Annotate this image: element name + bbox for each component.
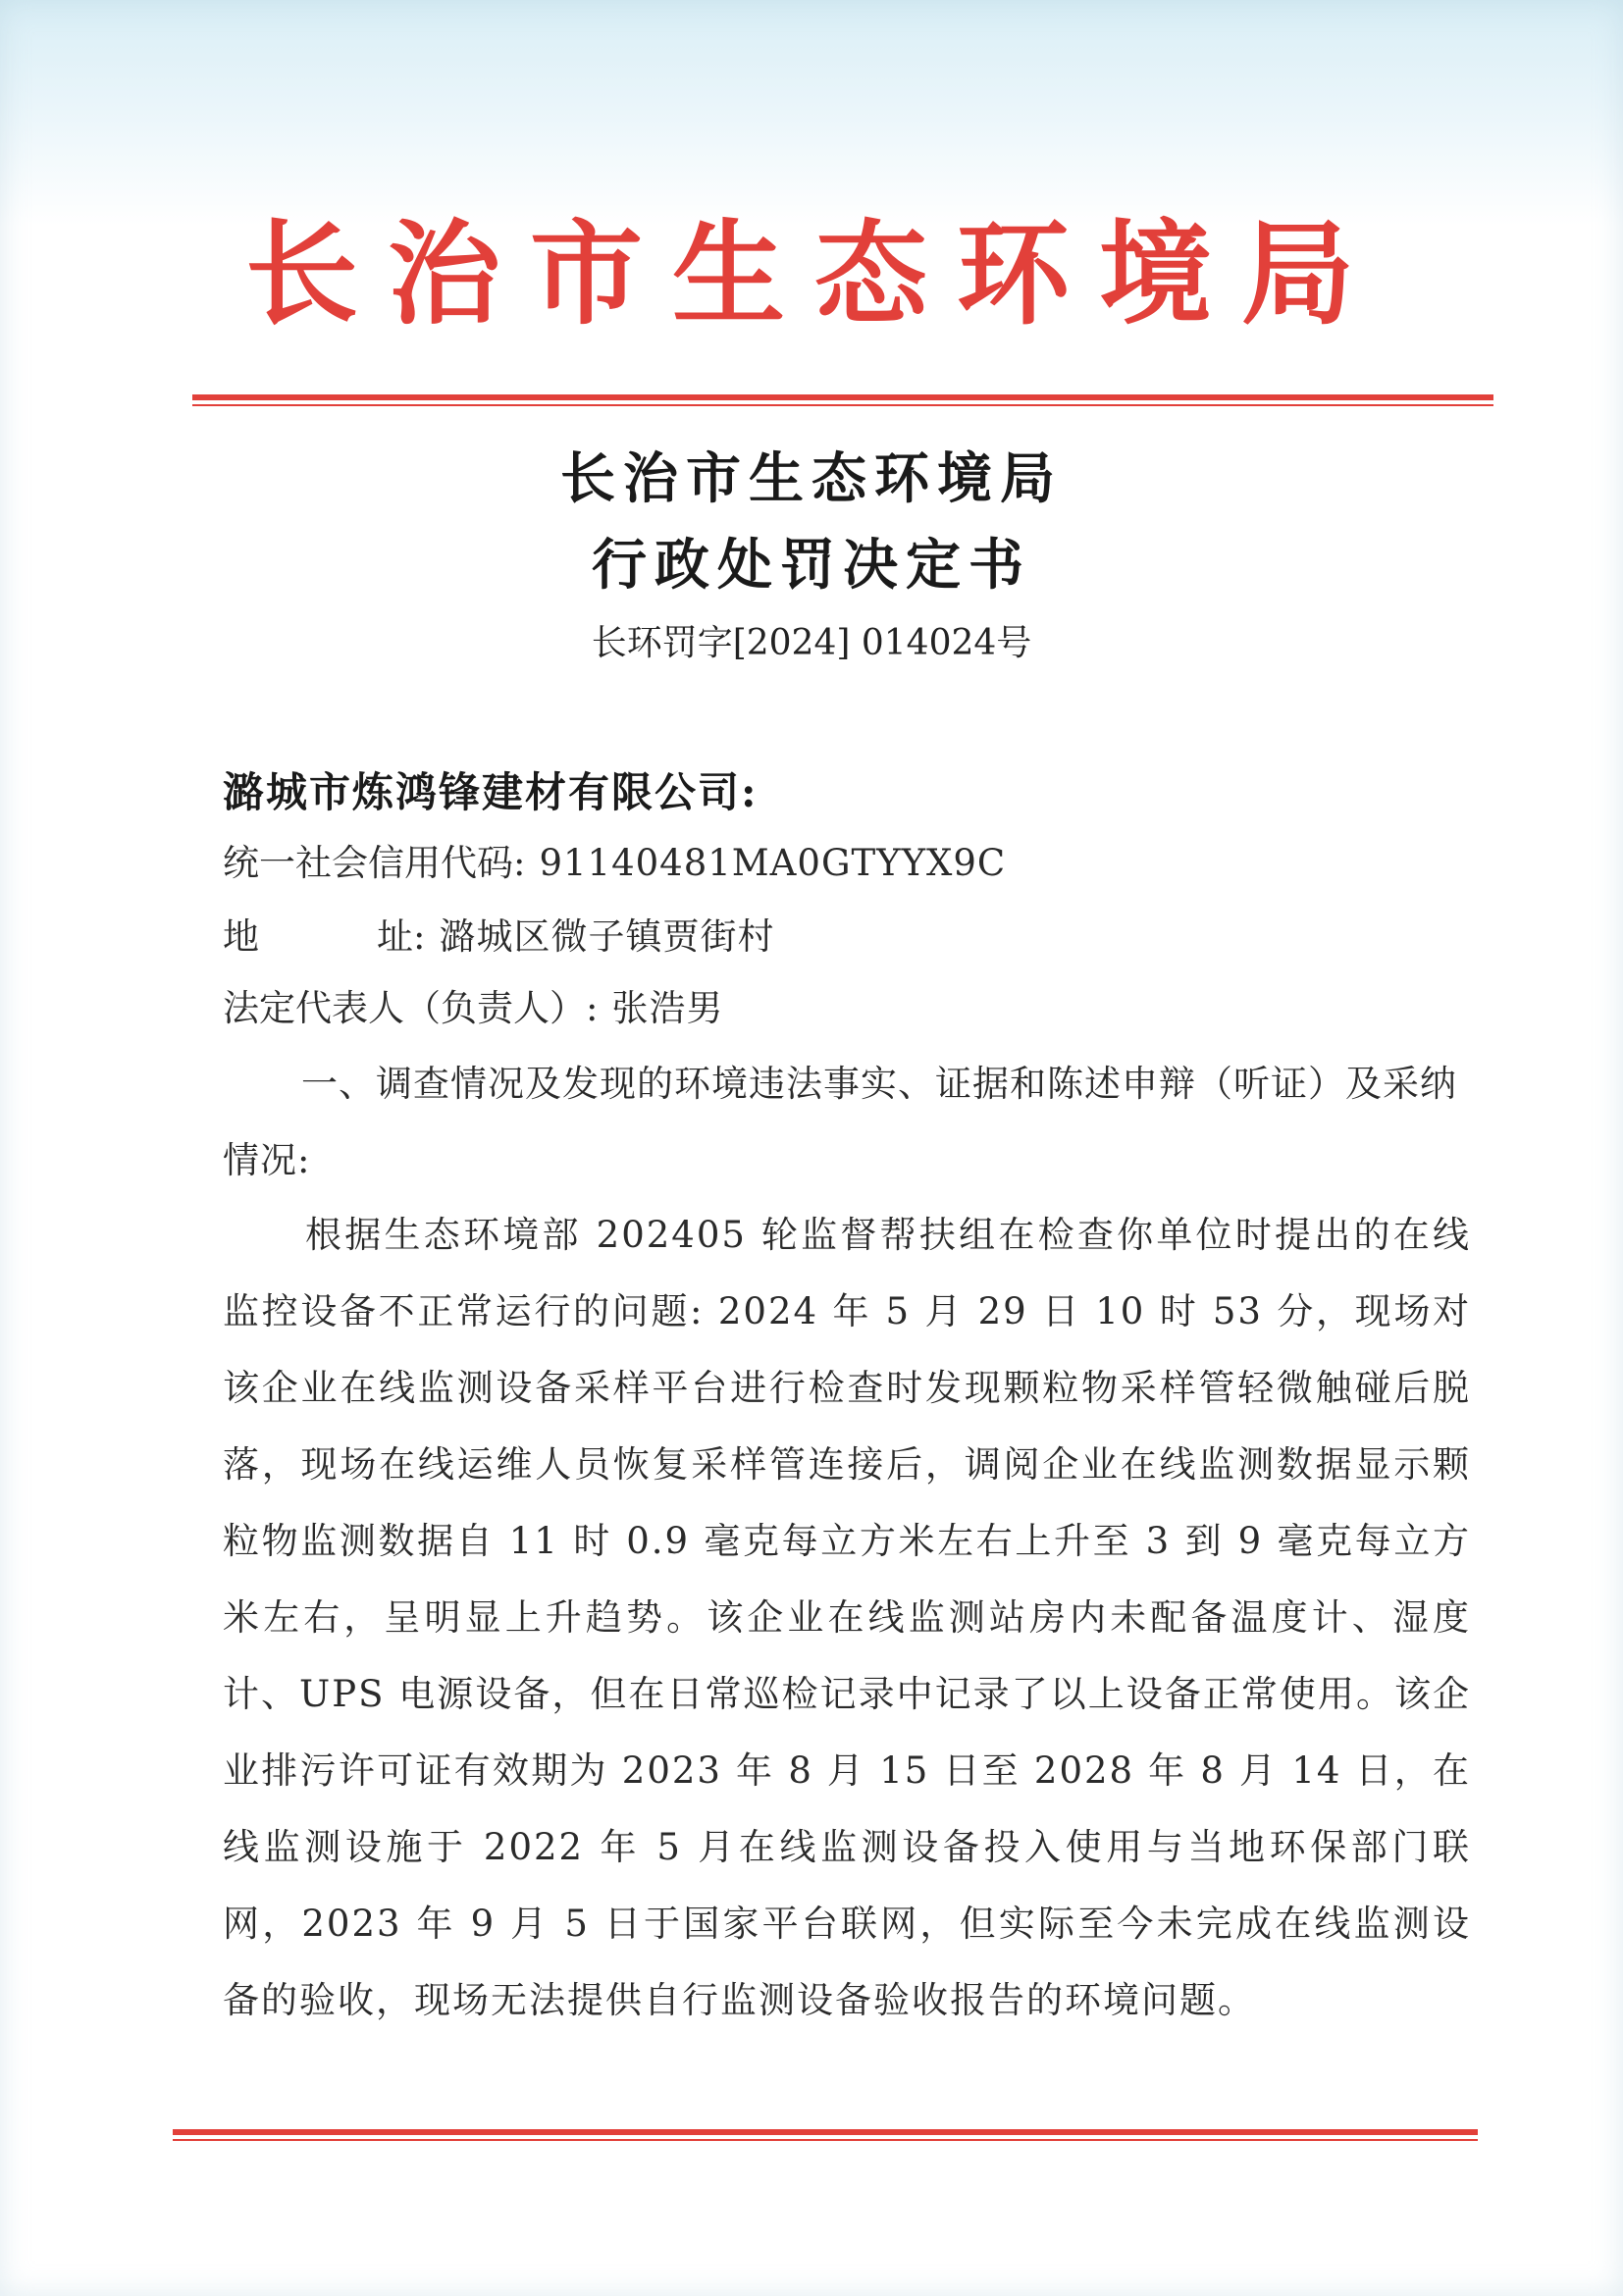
address-label-end: 址:	[377, 915, 426, 958]
credit-code-field	[223, 834, 1006, 893]
document-title-line1: 长治市生态环境局	[560, 446, 1063, 511]
legal-representative-value: 张浩男	[611, 987, 724, 1029]
bottom-red-divider	[173, 2129, 1478, 2143]
recipient-company: 潞城市炼鸿锋建材有限公司:	[223, 768, 759, 816]
credit-code-label: 统一社会信用代码:	[223, 842, 526, 884]
address-label-start: 地	[223, 915, 259, 958]
address-value: 潞城区微子镇贾街村	[439, 915, 775, 958]
bottom-divider-thick-line	[173, 2129, 1478, 2135]
bottom-divider-thin-line	[173, 2139, 1478, 2141]
document-number: 长环罚字[2024] 014024号	[591, 623, 1032, 663]
address-label	[223, 908, 425, 966]
document-title-line2: 行政处罚决定书	[592, 533, 1031, 598]
scan-background-tint	[0, 0, 1623, 226]
red-divider-thick-line	[192, 394, 1493, 400]
legal-representative-label: 法定代表人（负责人）:	[223, 987, 599, 1029]
section-heading: 一、调查情况及发现的环境违法事实、证据和陈述申辩（听证）及采纳情况:	[223, 1063, 1457, 1181]
address-field	[223, 908, 774, 966]
letterhead-red-divider	[192, 394, 1493, 408]
body-paragraph: 根据生态环境部 202405 轮监督帮扶组在检查你单位时提出的在线监控设备不正常运行的问题: 2024 年 5 月 29 日 10 时 53 分，现场对该企业在线监测设备采样平台进行检查时发现颗粒物采样管轻微触碰后脱落，现场在线运维人员恢复采样管连接后，调阅企业在线监测数据显示颗粒物监测数据自 11 时 0.9 毫克每立方米左右上升至 3 到 9 毫克每立方米左右，呈明显上升趋势。该企业在线监测站房内未配备温度计、湿度计、UPS 电源设备，但在日常巡检记录中记录了以上设备正常使用。该企业排污许可证有效期为 2023 年 8 月 15 日至 2028 年 8 月 14 日，在线监测设施于 2022 年 5 月在线监测设备投入使用与当地环保部门联网，2023 年 9 月 5 日于国家平台联网，但实际至今未完成在线监测设备的验收，现场无法提供自行监测设备验收报告的环境问题。	[223, 1214, 1471, 2021]
legal-representative-field	[223, 979, 723, 1038]
red-divider-thin-line	[192, 404, 1493, 406]
credit-code-value: 91140481MA0GTYYX9C	[539, 842, 1007, 884]
letterhead-title: 长治市生态环境局	[244, 208, 1384, 340]
